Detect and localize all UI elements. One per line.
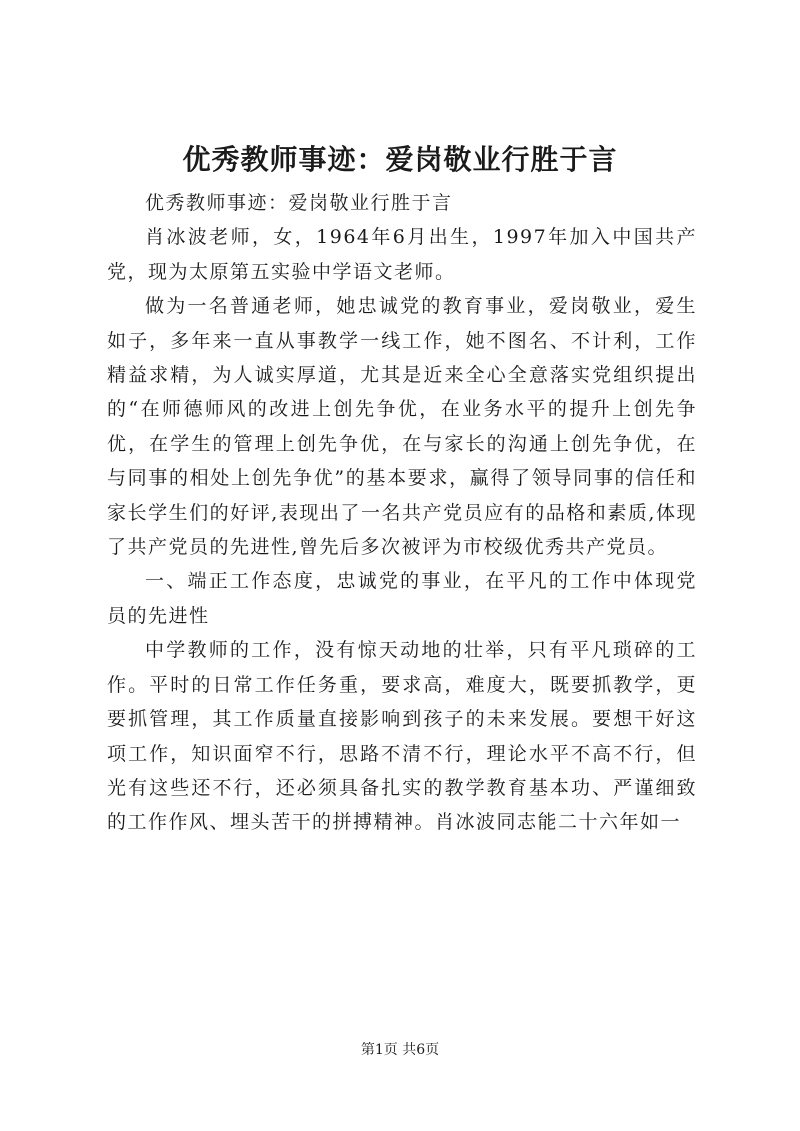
document-body <box>107 186 697 840</box>
paragraph-profile: 做为一名普通老师，她忠诚党的教育事业，爱岗敬业，爱生如子，多年来一直从事教学一线工作，她不图名、不计利，工作精益求精，为人诚实厚道，尤其是近来全心全意落实党组织提出的“在师德师风的改进上创先争优，在业务水平的提升上创先争优，在学生的管理上创先争优，在与家长的沟通上创先争优，在与同事的相处上创先争优”的基本要求，赢得了领导同事的信任和家长学生们的好评,表现出了一名共产党员应有的品格和素质,体现了共产党员的先进性,曾先后多次被评为市校级优秀共产党员。 <box>107 295 697 559</box>
paragraph-section-body: 中学教师的工作，没有惊天动地的壮举，只有平凡琐碎的工作。平时的日常工作任务重，要求高，难度大，既要抓教学，更要抓管理，其工作质量直接影响到孩子的未来发展。要想干好这项工作，知识面窄不行，思路不清不行，理论水平不高不行，但光有这些还不行，还必须具备扎实的教学教育基本功、严谨细致的工作作风、埋头苦干的拼搏精神。肖冰波同志能二十六年如一 <box>107 639 697 834</box>
paragraph-section-heading: 一、端正工作态度，忠诚党的事业，在平凡的工作中体现党员的先进性 <box>107 570 697 627</box>
paragraph-intro: 肖冰波老师，女，1964年6月出生，1997年加入中国共产党，现为太原第五实验中学语文老师。 <box>107 226 697 283</box>
page-number: 第1页 共6页 <box>360 1042 440 1058</box>
document-title: 优秀教师事迹：爱岗敬业行胜于言 <box>182 143 618 176</box>
paragraph-subtitle: 优秀教师事迹：爱岗敬业行胜于言 <box>145 192 453 214</box>
